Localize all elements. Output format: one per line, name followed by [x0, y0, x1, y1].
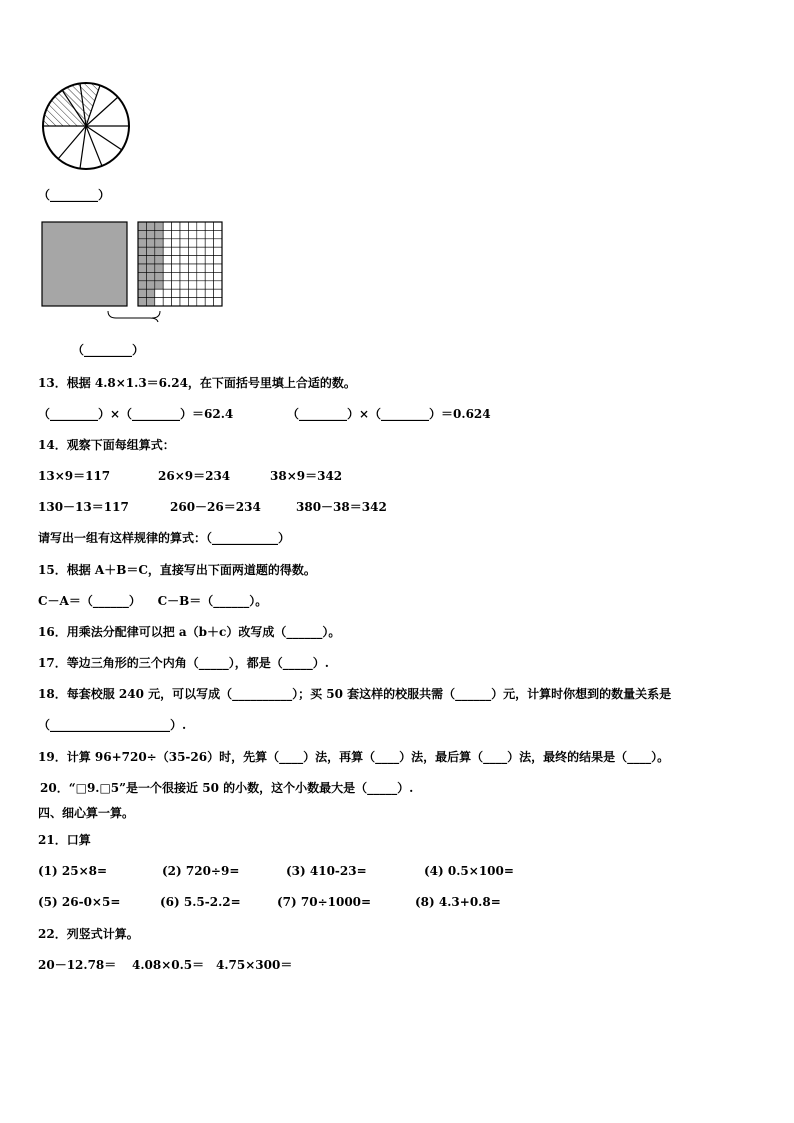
grid-cell	[163, 247, 171, 255]
q14-ask[interactable]: 请写出一组有这样规律的算式：（___________）	[38, 531, 291, 545]
grid-cell	[188, 256, 196, 264]
q21-title: 21．口算	[38, 833, 91, 847]
q13-title: 13．根据 4.8×1.3＝6.24，在下面括号里填上合适的数。	[38, 376, 356, 390]
grid-cell	[155, 222, 163, 230]
q14-r1c2: 26×9＝234	[158, 469, 231, 483]
q21-item-3: (3) 410-23=	[286, 864, 367, 878]
q14-title: 14．观察下面每组算式：	[38, 438, 175, 452]
grid-cell	[163, 281, 171, 289]
q15-title: 15．根据 A＋B＝C，直接写出下面两道题的得数。	[38, 563, 316, 577]
grid-cell	[205, 281, 213, 289]
q18-line1[interactable]: 18．每套校服 240 元，可以写成（__________）；买 50 套这样的校服共需（______）元，计算时你想到的数量关系是	[38, 687, 672, 701]
grid-cell	[155, 239, 163, 247]
q17-text[interactable]: 17．等边三角形的三个内角（_____），都是（_____）.	[38, 656, 329, 670]
grid-cell	[197, 289, 205, 297]
q21-item-1: (1) 25×8=	[38, 864, 108, 878]
grid-cell	[188, 222, 196, 230]
q14-r2c1: 130－13＝117	[38, 500, 129, 514]
section-4-title: 四、细心算一算。	[38, 806, 135, 820]
grid-cell	[180, 256, 188, 264]
grid-cell	[214, 230, 222, 238]
grid-cell	[205, 264, 213, 272]
q14-r1c1: 13×9＝117	[38, 469, 111, 483]
q13-line1[interactable]: （________）×（________）＝62.4	[38, 407, 234, 421]
grid-cell	[188, 230, 196, 238]
decimal-squares-figure	[40, 220, 226, 326]
grid-cell	[188, 298, 196, 306]
q21-item-2: (2) 720÷9=	[162, 864, 240, 878]
grid-cell	[163, 272, 171, 280]
grid-cell	[163, 222, 171, 230]
grid-cell	[155, 281, 163, 289]
grid-cell	[172, 281, 180, 289]
grid-cell	[205, 230, 213, 238]
grid-cell	[180, 298, 188, 306]
grid-cell	[180, 239, 188, 247]
circle-answer-blank[interactable]: （________）	[38, 188, 111, 202]
q13-line2[interactable]: （________）×（________）＝0.624	[287, 407, 491, 421]
q16-text[interactable]: 16．用乘法分配律可以把 a（b＋c）改写成（______）。	[38, 625, 341, 639]
grid-cell	[180, 230, 188, 238]
grid-cell	[138, 298, 146, 306]
grid-cell	[146, 298, 154, 306]
grid-cell	[146, 230, 154, 238]
grid-cell	[180, 272, 188, 280]
grid-cell	[197, 298, 205, 306]
grid-cell	[180, 289, 188, 297]
grid-cell	[214, 264, 222, 272]
grid-cell	[188, 272, 196, 280]
q14-r2c3: 380－38＝342	[296, 500, 387, 514]
grid-cell	[138, 247, 146, 255]
grid-cell	[155, 247, 163, 255]
grid-cell	[205, 247, 213, 255]
grid-cell	[214, 298, 222, 306]
grid-cell	[163, 298, 171, 306]
grid-cell	[146, 222, 154, 230]
grid-cell	[163, 230, 171, 238]
grid-cell	[197, 272, 205, 280]
grid-cell	[146, 264, 154, 272]
q22-title: 22．列竖式计算。	[38, 927, 139, 941]
grid-cell	[163, 256, 171, 264]
grid-cell	[163, 289, 171, 297]
grid-cell	[214, 239, 222, 247]
grid-cell	[172, 289, 180, 297]
grid-cell	[197, 281, 205, 289]
grid-cell	[214, 281, 222, 289]
grid-cell	[197, 222, 205, 230]
grid-cell	[188, 264, 196, 272]
grid-cell	[172, 264, 180, 272]
grid-cell	[138, 289, 146, 297]
q22-item-2: 4.08×0.5＝	[132, 958, 205, 972]
grid-cell	[138, 239, 146, 247]
q21-item-5: (5) 26-0×5=	[38, 895, 121, 909]
grid-cell	[172, 230, 180, 238]
grid-cell	[188, 247, 196, 255]
q14-r2c2: 260－26＝234	[170, 500, 261, 514]
grid-cell	[138, 281, 146, 289]
grid-cell	[180, 222, 188, 230]
fraction-circle-figure	[38, 80, 134, 172]
grid-cell	[197, 239, 205, 247]
q15-answer[interactable]: C－A＝（______） C－B＝（______）。	[38, 594, 268, 608]
grid-cell	[172, 222, 180, 230]
grid-cell	[146, 247, 154, 255]
grid-cell	[155, 289, 163, 297]
q22-item-1: 20－12.78＝	[38, 958, 117, 972]
grid-cell	[155, 272, 163, 280]
grid-cell	[155, 264, 163, 272]
grid-cell	[180, 247, 188, 255]
grid-cell	[197, 247, 205, 255]
grid-cell	[138, 230, 146, 238]
grid-cell	[163, 264, 171, 272]
grid-cell	[146, 281, 154, 289]
grid-cell	[146, 272, 154, 280]
grid-cell	[205, 256, 213, 264]
q19-text[interactable]: 19．计算 96+720÷（35-26）时，先算（____）法，再算（____）法，最后算（____）法，最终的结果是（____）。	[38, 750, 670, 764]
q21-item-7: (7) 70÷1000=	[277, 895, 372, 909]
grid-cell	[188, 281, 196, 289]
grid-cell	[146, 239, 154, 247]
grid-cell	[155, 256, 163, 264]
grid-cell	[214, 256, 222, 264]
grid-cell	[205, 239, 213, 247]
grid-cell	[138, 264, 146, 272]
grid-cell	[197, 256, 205, 264]
grid-cell	[172, 239, 180, 247]
grid-cell	[205, 298, 213, 306]
grid-cell	[172, 272, 180, 280]
q22-item-3: 4.75×300＝	[216, 958, 293, 972]
grid-cell	[180, 281, 188, 289]
grid-cell	[214, 222, 222, 230]
q21-item-4: (4) 0.5×100=	[424, 864, 514, 878]
q21-item-8: (8) 4.3+0.8=	[415, 895, 501, 909]
grid-cell	[172, 298, 180, 306]
q14-r1c3: 38×9＝342	[270, 469, 343, 483]
q20-text[interactable]: 20．“□9.□5”是一个很接近 50 的小数，这个小数最大是（_____）.	[40, 781, 414, 795]
grid-cell	[172, 256, 180, 264]
grid-cell	[214, 272, 222, 280]
q18-line2[interactable]: （____________________）.	[38, 718, 187, 732]
grid-cell	[205, 289, 213, 297]
grid-cell	[155, 298, 163, 306]
grid-cell	[205, 222, 213, 230]
grid-cell	[138, 272, 146, 280]
grid-cell	[172, 247, 180, 255]
grid-cell	[146, 256, 154, 264]
grid-cell	[197, 230, 205, 238]
grid-cell	[146, 289, 154, 297]
grid-cell	[205, 272, 213, 280]
q21-item-6: (6) 5.5-2.2=	[160, 895, 241, 909]
grid-cell	[163, 239, 171, 247]
grid-cell	[155, 230, 163, 238]
grid-cell	[138, 222, 146, 230]
grid-cell	[188, 289, 196, 297]
grid-cell	[180, 264, 188, 272]
grid-cell	[197, 264, 205, 272]
grid-cell	[188, 239, 196, 247]
squares-answer-blank[interactable]: （________）	[72, 343, 145, 357]
grid-cell	[138, 256, 146, 264]
grid-cell	[214, 247, 222, 255]
grid-cell	[214, 289, 222, 297]
